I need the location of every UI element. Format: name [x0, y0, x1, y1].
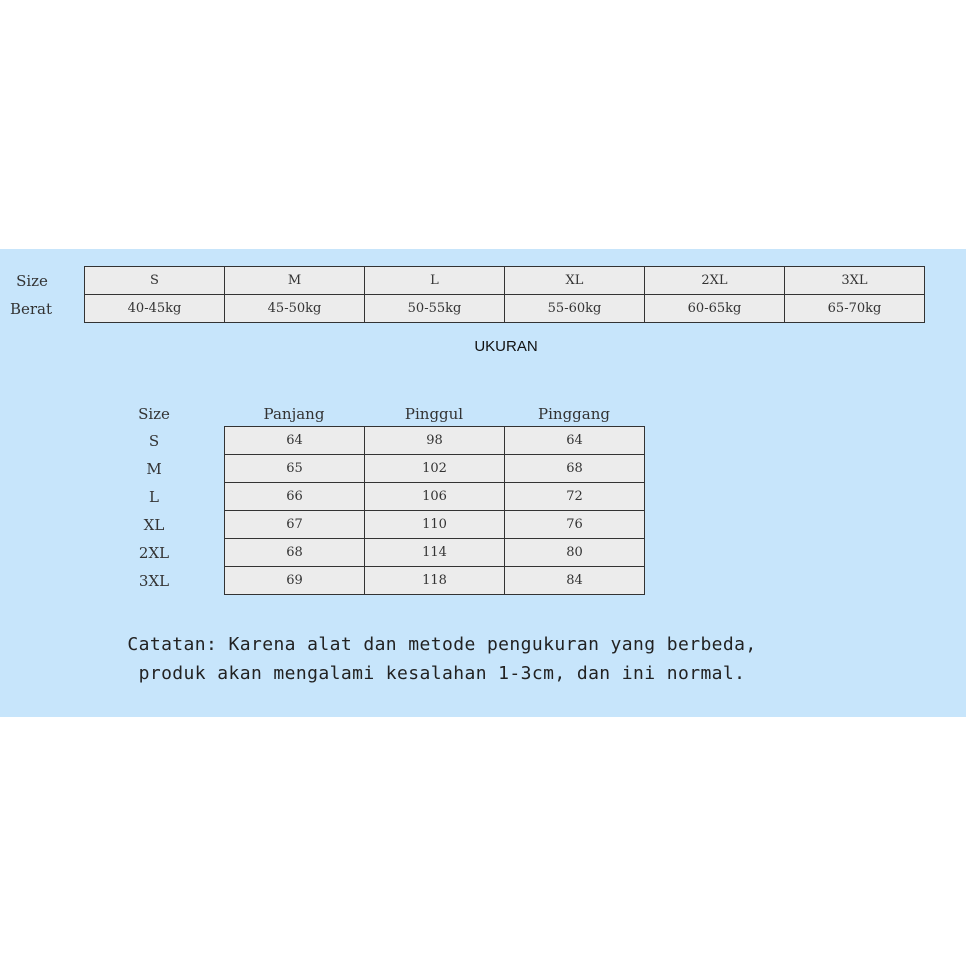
row-label-size: Size — [16, 272, 48, 290]
pinggang-cell: 72 — [505, 483, 645, 511]
pinggang-cell: 76 — [505, 511, 645, 539]
pinggul-cell: 98 — [365, 427, 505, 455]
table-row — [225, 511, 645, 539]
row-size-label: XL — [143, 516, 165, 534]
pinggang-cell: 80 — [505, 539, 645, 567]
weight-table — [84, 266, 925, 323]
size-row — [85, 267, 925, 295]
row-size-label: S — [148, 432, 160, 450]
note-line-2: produk akan mengalami kesalahan 1-3cm, dan ini normal. — [138, 663, 746, 684]
header-pinggang: Pinggang — [538, 405, 610, 423]
row-size-label: M — [146, 460, 162, 478]
weight-cell: 60-65kg — [645, 295, 785, 323]
weight-cell: 45-50kg — [225, 295, 365, 323]
measurement-table — [224, 426, 645, 595]
size-cell: 3XL — [785, 267, 925, 295]
row-size-label: L — [149, 488, 159, 506]
panjang-cell: 69 — [225, 567, 365, 595]
pinggul-cell: 110 — [365, 511, 505, 539]
weight-cell: 40-45kg — [85, 295, 225, 323]
size-cell: 2XL — [645, 267, 785, 295]
panjang-cell: 67 — [225, 511, 365, 539]
pinggul-cell: 102 — [365, 455, 505, 483]
size-cell: XL — [505, 267, 645, 295]
header-pinggul: Pinggul — [404, 405, 464, 423]
panjang-cell: 68 — [225, 539, 365, 567]
pinggang-cell: 68 — [505, 455, 645, 483]
note-line-1: Catatan: Karena alat dan metode pengukuran yang berbeda, — [127, 634, 757, 655]
weight-cell: 50-55kg — [365, 295, 505, 323]
weight-cell: 55-60kg — [505, 295, 645, 323]
pinggul-cell: 106 — [365, 483, 505, 511]
pinggang-cell: 64 — [505, 427, 645, 455]
panjang-cell: 64 — [225, 427, 365, 455]
header-panjang: Panjang — [263, 405, 325, 423]
pinggul-cell: 114 — [365, 539, 505, 567]
table-row — [225, 427, 645, 455]
row-size-label: 2XL — [138, 544, 170, 562]
size-cell: M — [225, 267, 365, 295]
header-size: Size — [138, 405, 170, 423]
pinggang-cell: 84 — [505, 567, 645, 595]
table-row — [225, 539, 645, 567]
weight-row — [85, 295, 925, 323]
size-cell: S — [85, 267, 225, 295]
panjang-cell: 65 — [225, 455, 365, 483]
weight-cell: 65-70kg — [785, 295, 925, 323]
table-row — [225, 455, 645, 483]
pinggul-cell: 118 — [365, 567, 505, 595]
size-cell: L — [365, 267, 505, 295]
ukuran-heading: UKURAN — [474, 338, 538, 355]
panjang-cell: 66 — [225, 483, 365, 511]
table-row — [225, 567, 645, 595]
measurement-note — [92, 630, 792, 688]
table-row — [225, 483, 645, 511]
row-label-berat: Berat — [9, 300, 53, 318]
row-size-label: 3XL — [138, 572, 170, 590]
